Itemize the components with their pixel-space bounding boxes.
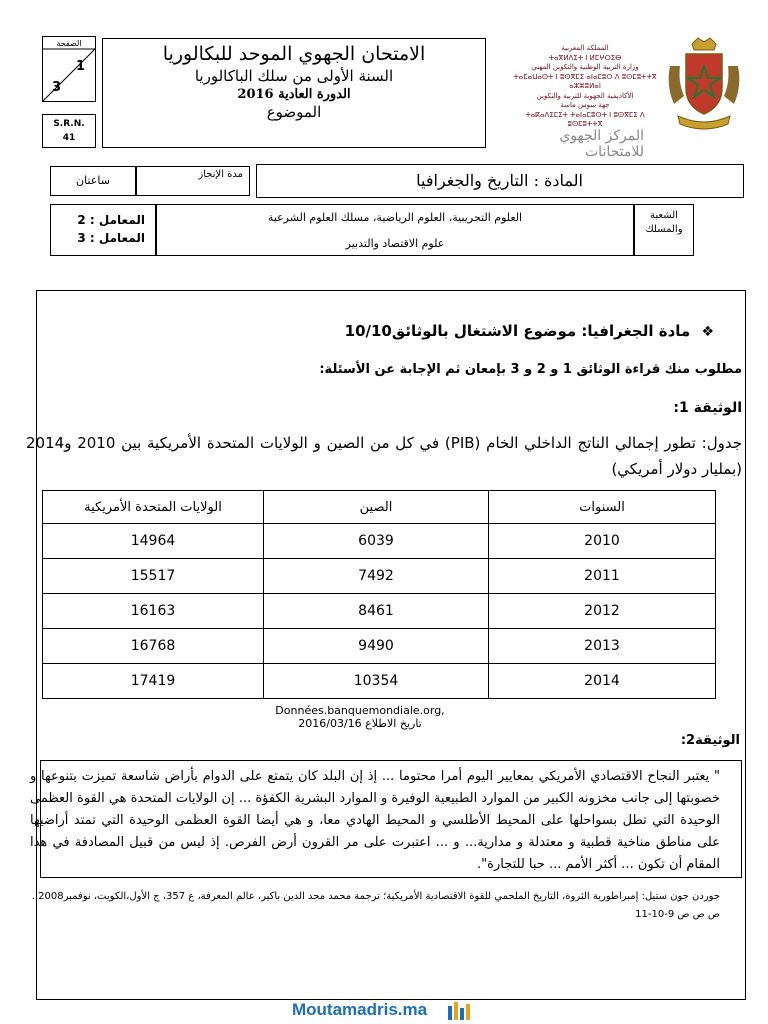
srn-box: [42, 114, 96, 148]
document-2-title: الوثيقة2:: [680, 733, 740, 748]
coefficient-2: المعامل : 3: [77, 231, 145, 245]
brand-mark-icon: [446, 1002, 472, 1022]
china-cell: 9490: [264, 629, 489, 664]
duration-label: مدة الإنجاز: [136, 166, 250, 196]
china-cell: 6039: [264, 524, 489, 559]
header-usa: الولايات المتحدة الأمريكية: [43, 491, 264, 524]
academy-tif: ⵜⴰⴽⴰⴷⵉⵎⵉⵜ ⵜⴰⵏⴰⵎⵓⵔⵜ ⵏ ⵓⵙⴳⵎⵉ ⴷ ⵓⵙⵎⵓⵜⵜⴳ: [525, 110, 645, 128]
china-cell: 10354: [264, 664, 489, 699]
year-cell: 2010: [489, 524, 716, 559]
usa-cell: 14964: [43, 524, 264, 559]
branch-label-2: والمسلك: [645, 224, 683, 235]
gdp-table: [42, 490, 716, 699]
year-cell: 2014: [489, 664, 716, 699]
subject-title: المادة : التاريخ والجغرافيا: [256, 164, 744, 198]
year-cell: 2013: [489, 629, 716, 664]
exam-center-name: المركز الجهوي للامتحانات: [559, 128, 644, 160]
document-1-source: [240, 704, 480, 730]
table-row: [43, 629, 716, 664]
streams-line-2: علوم الاقتصاد والتدبير: [345, 237, 445, 250]
footer-logo: [288, 1000, 478, 1024]
ministry-ar: وزارة التربية الوطنية والتكوين المهني: [531, 63, 639, 71]
branch-label-1: الشعبة: [650, 210, 678, 221]
streams-line-1: العلوم التجريبية، العلوم الرياضية، مسلك العلوم الشرعية: [267, 211, 523, 224]
exam-level: السنة الأولى من سلك الباكالوريا: [194, 67, 394, 85]
page-number: 1: [75, 59, 85, 74]
section-heading-text: مادة الجغرافيا: موضوع الاشتغال بالوثائق10/10: [344, 322, 691, 340]
coefficient-1: المعامل : 2: [77, 213, 145, 227]
document-1-title: الوثيقة 1:: [673, 400, 742, 416]
page-label: الصفحة: [56, 39, 82, 48]
year-cell: 2011: [489, 559, 716, 594]
usa-cell: 17419: [43, 664, 264, 699]
header-china: الصين: [264, 491, 489, 524]
exam-title: الامتحان الجهوي الموحد للبكالوريا: [162, 43, 426, 65]
kingdom-ar: المملكة المغربية: [561, 44, 609, 52]
table-header-row: [43, 491, 716, 524]
ministry-header: [506, 36, 744, 160]
exam-title-box: [102, 38, 486, 148]
coat-of-arms-icon: [664, 36, 744, 136]
ministry-text: [510, 44, 660, 130]
streams-cell: [156, 204, 634, 256]
academy-ar: الأكاديمية الجهوية للتربية والتكوين: [536, 91, 634, 100]
diamond-bullet-icon: ❖: [701, 324, 714, 340]
header-years: السنوات: [489, 491, 716, 524]
source-1-url: Données.banquemondiale.org,: [275, 704, 445, 717]
page-total: 3: [52, 80, 62, 95]
coefficient-cell: [50, 204, 156, 256]
exam-session: الدورة العادية 2016: [237, 87, 351, 102]
year-cell: 2012: [489, 594, 716, 629]
page-number-box: [42, 36, 96, 102]
china-cell: 7492: [264, 559, 489, 594]
usa-cell: 16163: [43, 594, 264, 629]
table-row: [43, 524, 716, 559]
instruction: مطلوب منك قراءة الوثائق 1 و 2 و 3 بإمعان ثم الإجابة عن الأسئلة:: [319, 362, 742, 377]
branch-label-cell: [634, 204, 694, 256]
document-1-description: جدول: تطور إجمالي الناتج الداخلي الخام (PIB) في كل من الصين و الولايات المتحدة الأمريكية بين 2010 و2014 (بمليار دولار أمريكي): [26, 434, 742, 478]
section-heading: [345, 322, 714, 340]
usa-cell: 16768: [43, 629, 264, 664]
table-row: [43, 664, 716, 699]
kingdom-tif: ⵜⴰⴳⵍⴷⵉⵜ ⵏ ⵍⵎⵖⵔⵉⴱ: [548, 53, 622, 62]
region-ar: جهة سوس ماسة: [560, 101, 610, 109]
document-2-quote: " يعتبر النجاح الاقتصادي الأمريكي بمعايير اليوم أمرا محتوما ... إذ إن البلد كان يتمتع على الدوام بأراض شاسعة تميزت بتنوعها و خصوبتها إلى جانب مخزونه الكبير من الموارد الطبيعية الوفيرة و الموارد البشرية الكفؤة ... إن الولايات المتحدة هي القوة العظمى الوحيدة التي تطل بسواحلها على المحيط الأطلسي و المحيط الهادي معا، و هي أيضا القوة العظمى الوحيدة التي تمتد أراضيها على مناطق مناخية قطبية و معتدلة و مدارية... و ... اعتبرت على مر القرون أرض الفرص. إذ ليس من قبيل المصادفة في هذا المقام أن تكون ... أكثر الأمم ... حبا للتجارة".: [30, 769, 720, 872]
source-1-date: تاريخ الاطلاع 2016/03/16: [298, 717, 422, 730]
document-2-source: جوردن جون ستيل: إمبراطورية الثروة، التاريخ الملحمي للقوة الاقتصادية الأمريكية؛ ترجمة محمد مجد الدين باكير، عالم المعرفة، ع 357، ج الأول،الكويت، نوفمبر2008.. ص ص ص 9-10-11: [31, 891, 720, 920]
srn-label: S.R.N.: [53, 119, 85, 129]
footer-brand: Moutamadris.ma: [292, 1000, 428, 1019]
usa-cell: 15517: [43, 559, 264, 594]
table-row: [43, 594, 716, 629]
exam-topic-label: الموضوع: [266, 103, 322, 121]
duration-value: ساعتان: [50, 166, 136, 196]
ministry-tif: ⵜⴰⵎⴰⵡⴰⵙⵜ ⵏ ⵓⵙⴳⵎⵉ ⴰⵏⴰⵎⵓⵔ ⴷ ⵓⵙⵎⵓⵜⵜⴳ ⴰⵣⵣⵓⵍⴰⵏ: [513, 72, 657, 90]
srn-number: 41: [62, 133, 76, 143]
china-cell: 8461: [264, 594, 489, 629]
table-row: [43, 559, 716, 594]
